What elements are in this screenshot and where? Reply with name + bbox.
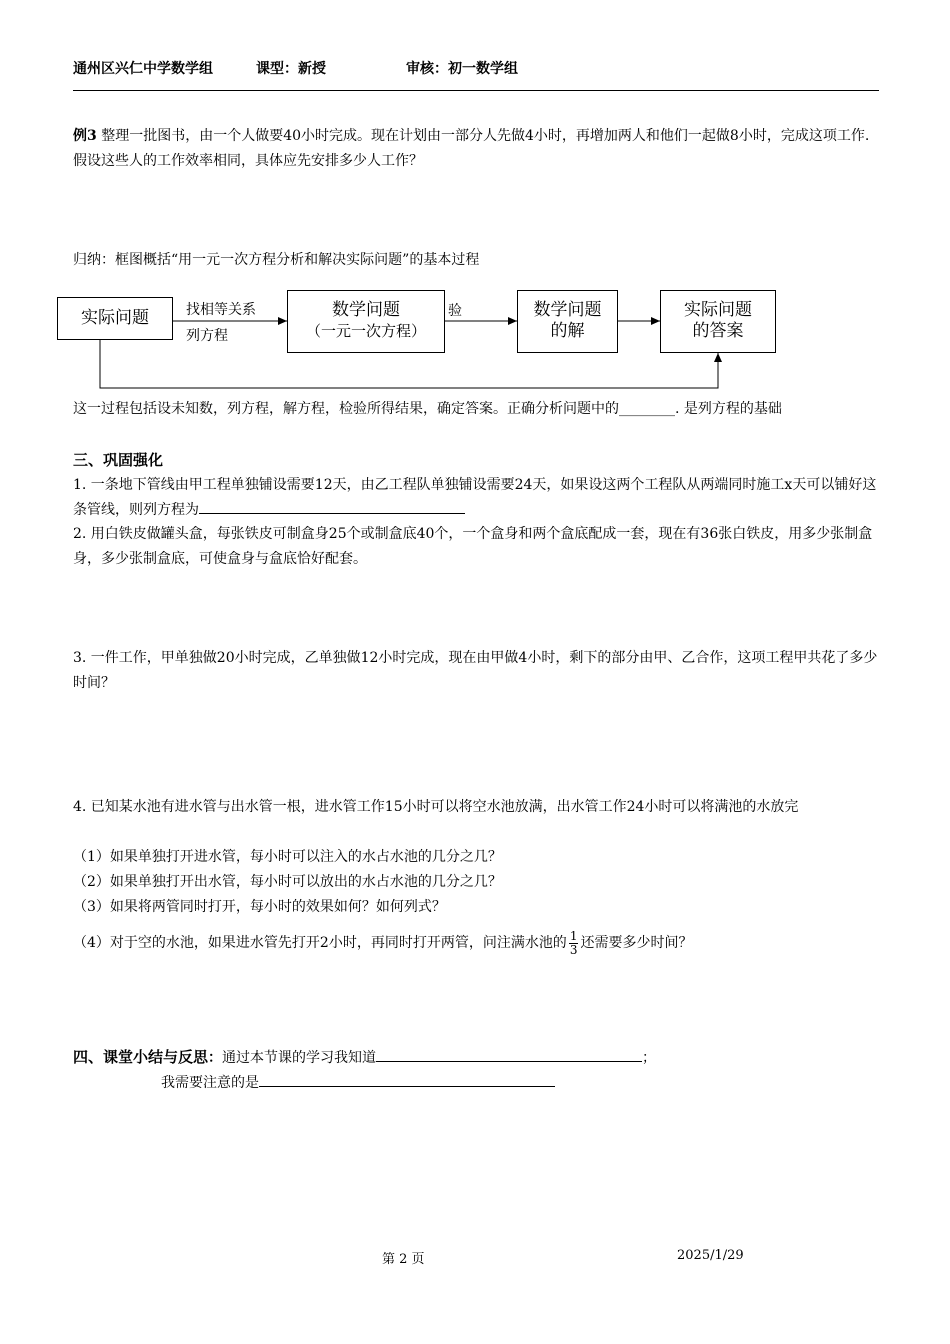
summary-learned-blank[interactable] (376, 1046, 642, 1062)
section-4-line2-text: 我需要注意的是 (161, 1075, 259, 1091)
process-text: 这一过程包括设未知数，列方程，解方程，检验所得结果，确定答案。正确分析问题中的________. 是列方程的基础 (73, 401, 782, 417)
section-4-line-1 (73, 1045, 881, 1071)
footer-page-number: 第 2 页 (382, 1252, 425, 1267)
question-4: 4. 已知某水池有进水管与出水管一根，进水管工作15小时可以将空水池放满，出水管工作24小时可以将满池的水放完 (73, 799, 799, 815)
box-math-problem (287, 290, 445, 353)
footer-date: 2025/1/29 (677, 1248, 744, 1263)
box-math-problem-line1: 数学问题 (332, 300, 400, 320)
section-4-line1-text: 通过本节课的学习我知道 (222, 1050, 377, 1066)
section-4-line1-end: ； (642, 1050, 657, 1066)
question-3: 3. 一件工作，甲单独做20小时完成，乙单独做12小时完成，现在由甲做4小时，剩下的部分由甲、乙合作，这项工程甲共花了多少时间？ (73, 650, 878, 691)
header-school: 通州区兴仁中学数学组 (73, 61, 213, 77)
header-reviewer: 审核：初一数学组 (406, 61, 518, 77)
label-find-equality: 找相等关系 (186, 302, 256, 318)
fraction-denominator: 3 (569, 942, 578, 957)
section-4-title: 四、课堂小结与反思 (73, 1048, 209, 1066)
section-4-line-2 (161, 1071, 555, 1096)
box-math-solution-line1: 数学问题 (533, 300, 602, 320)
question-1-answer-blank[interactable] (199, 498, 465, 514)
box-math-solution (517, 290, 618, 353)
question-4-sub-4 (73, 928, 881, 958)
example-3-text: 整理一批图书，由一个人做要40小时完成。现在计划由一部分人先做4小时，再增加两人和他们一起做8小时，完成这项工作. 假设这些人的工作效率相同，具体应先安排多少人工作？ (73, 128, 870, 169)
box-real-problem-text: 实际问题 (81, 308, 149, 328)
question-4-sub-4-after: 还需要多少时间？ (580, 935, 693, 951)
summary-attention-blank[interactable] (259, 1071, 555, 1087)
flowchart (0, 0, 950, 400)
question-4-sub-1: （1）如果单独打开进水管，每小时可以注入的水占水池的几分之几？ (73, 849, 502, 865)
example-3-label: 例3 (73, 128, 97, 144)
header-lesson-type: 课型：新授 (256, 61, 326, 77)
question-1 (73, 473, 881, 523)
box-real-answer-line2: 的答案 (692, 321, 744, 341)
box-real-answer-line1: 实际问题 (684, 300, 752, 320)
fraction-numerator: 1 (569, 928, 578, 943)
section-4-colon: ： (208, 1050, 223, 1066)
question-4-sub-3: （3）如果将两管同时打开，每小时的效果如何？如何列式？ (73, 899, 446, 915)
question-4-sub-2: （2）如果单独打开出水管，每小时可以放出的水占水池的几分之几？ (73, 874, 502, 890)
question-1-text: 1. 一条地下管线由甲工程单独铺设需要12天，由乙工程队单独铺设需要24天，如果设这两个工程队从两端同时施工x天可以铺好这条管线，则列方程为 (73, 477, 877, 518)
question-2: 2. 用白铁皮做罐头盒，每张铁皮可制盒身25个或制盒底40个，一个盒身和两个盒底配成一套，现在有36张白铁皮，用多少张制盒身，多少张制盒底，可使盒身与盒底恰好配套。 (73, 526, 873, 567)
section-3-title: 三、巩固强化 (73, 451, 164, 469)
fraction-one-third (569, 930, 579, 957)
box-real-problem (57, 297, 173, 340)
box-math-solution-line2: 的解 (550, 321, 585, 341)
flowchart-arrows (0, 0, 950, 400)
question-4-sub-4-before: （4）对于空的水池，如果进水管先打开2小时，再同时打开两管，问注满水池的 (73, 935, 567, 951)
label-form-equation: 列方程 (186, 328, 228, 344)
box-math-problem-line2: （一元一次方程） (305, 322, 426, 340)
summary-intro: 归纳：框图概括“用一元一次方程分析和解决实际问题”的基本过程 (73, 252, 480, 268)
box-real-answer (660, 290, 776, 353)
label-verify: 验 (448, 303, 462, 319)
